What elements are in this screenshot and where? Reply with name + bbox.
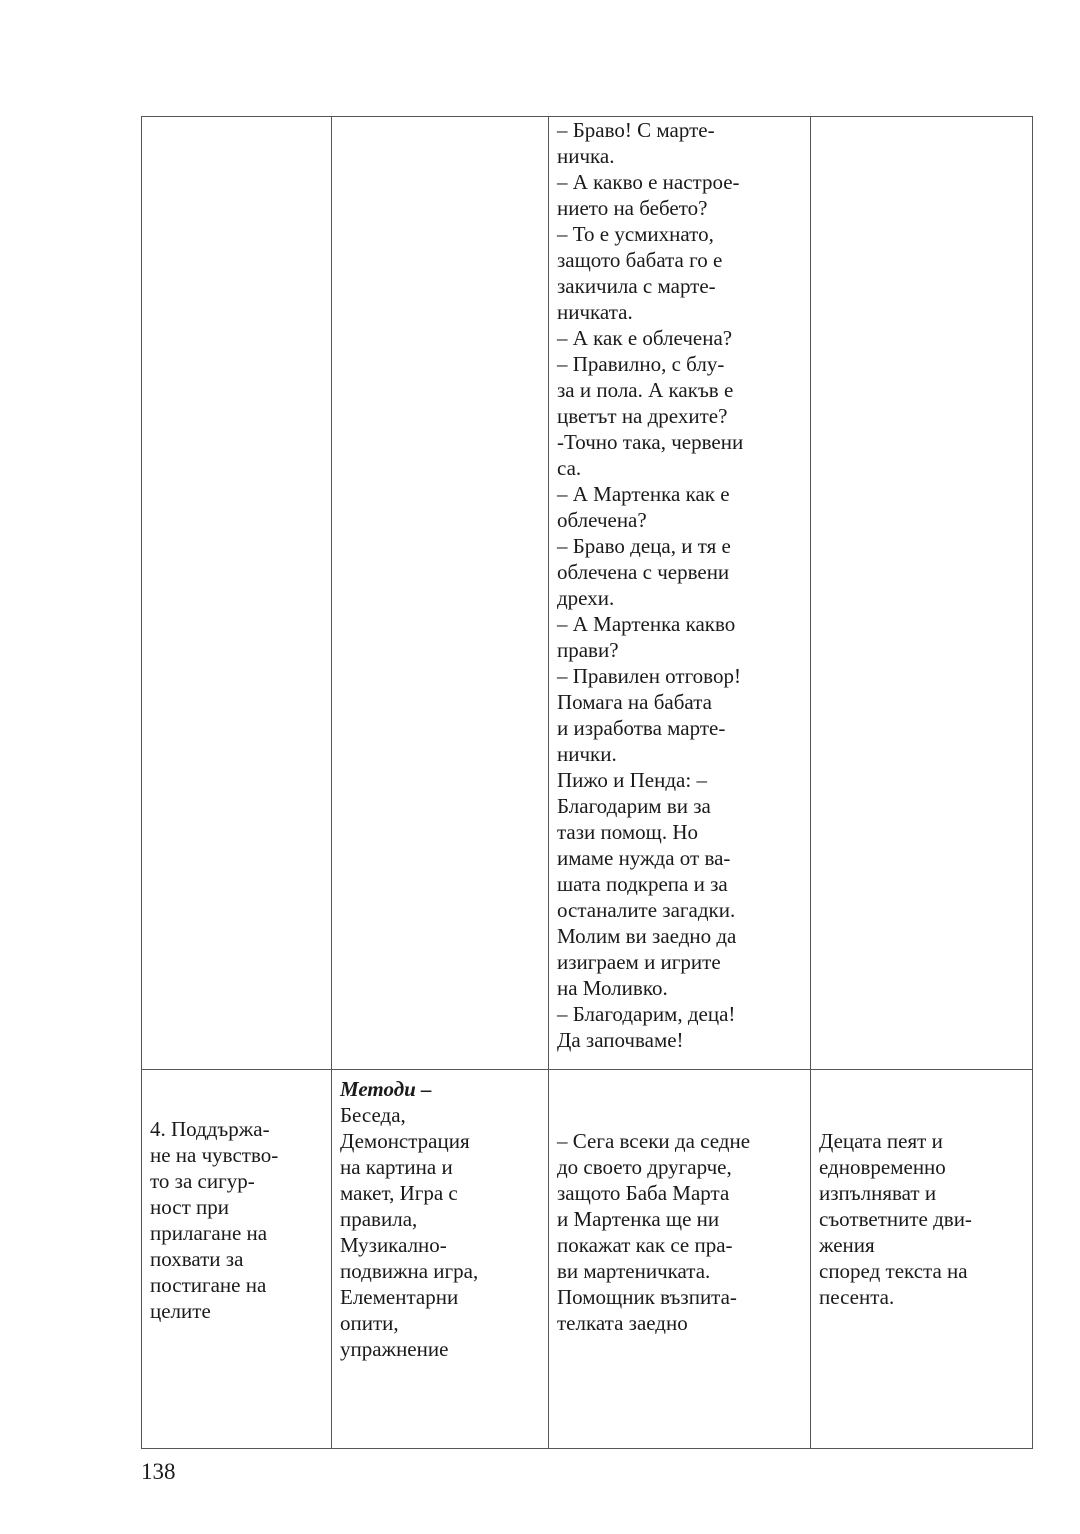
stage-cell-empty: [142, 117, 332, 1070]
outcome-text: Децата пеят и едновременно изпълняват и съответните дви- жения според текста на песента.: [819, 1129, 972, 1309]
dialogue-line: имаме нужда от ва-: [557, 846, 731, 870]
lesson-plan-table: [141, 116, 1033, 1449]
dialogue-line: – Благодарим, деца!: [557, 1002, 736, 1026]
dialogue-line: Молим ви заедно да: [557, 924, 737, 948]
dialogue-line: Помага на бабата: [557, 690, 712, 714]
dialogue-line: закичила с марте-: [557, 274, 716, 298]
activity-text: – Сега всеки да седне до своето другарче, защото Баба Марта и Мартенка ще ни покажат как се пра- ви мартеничката. Помощник възпита- телката заедно: [557, 1129, 751, 1335]
dialogue-cell: [549, 117, 811, 1070]
stage-text: 4. Поддържа- не на чувство- то за сигур- ност при прилагане на похвати за постигане на целите: [150, 1117, 279, 1323]
stage-cell: [142, 1070, 332, 1449]
methods-cell: [332, 1070, 549, 1449]
dialogue-line: – То е усмихнато,: [557, 222, 714, 246]
dialogue-line: Да започваме!: [557, 1028, 684, 1052]
dialogue-line: – А Мартенка какво: [557, 612, 736, 636]
methods-list: Беседа, Демонстрация на картина и макет, Игра с правила, Музикално- подвижна игра, Елементарни опити, упражнение: [340, 1103, 479, 1361]
dialogue-line: -Точно така, червени: [557, 430, 744, 454]
page-number: 138: [141, 1459, 176, 1484]
dialogue-line: цветът на дрехите?: [557, 404, 728, 428]
dialogue-line: прави?: [557, 638, 619, 662]
dialogue-line: – Браво деца, и тя е: [557, 534, 731, 558]
methods-cell-empty: [332, 117, 549, 1070]
dialogue-line: ничка.: [557, 144, 615, 168]
dialogue-line: ничката.: [557, 300, 633, 324]
table-row: [142, 1070, 1033, 1449]
dialogue-line: шата подкрепа и за: [557, 872, 728, 896]
dialogue-line: изиграем и игрите: [557, 950, 721, 974]
dialogue-line: тази помощ. Но: [557, 820, 699, 844]
dialogue-line: Благодарим ви за: [557, 794, 711, 818]
dialogue-line: дрехи.: [557, 586, 615, 610]
dialogue-line: нието на бебето?: [557, 196, 708, 220]
dialogue-line: – А какво е настрое-: [557, 170, 740, 194]
dialogue-line: защото бабата го е: [557, 248, 723, 272]
dialogue-line: – Правилен отговор!: [557, 664, 741, 688]
outcome-cell: [811, 1070, 1033, 1449]
outcome-cell-empty: [811, 117, 1033, 1070]
dialogue-line: нички.: [557, 742, 617, 766]
dialogue-line: останалите загадки.: [557, 898, 736, 922]
dialogue-line: – А Мартенка как е: [557, 482, 730, 506]
dialogue-line: – Правилно, с блу-: [557, 352, 725, 376]
dialogue-line: – Браво! С марте-: [557, 118, 715, 142]
dialogue-line: са.: [557, 456, 582, 480]
dialogue-line: облечена с червени: [557, 560, 730, 584]
dialogue-line: за и пола. А какъв е: [557, 378, 734, 402]
table-row: [142, 117, 1033, 1070]
dialogue-line: и изработва марте-: [557, 716, 726, 740]
dialogue-line: на Моливко.: [557, 976, 668, 1000]
dialogue-line: – А как е облечена?: [557, 326, 733, 350]
activity-cell: [549, 1070, 811, 1449]
dialogue-line: облечена?: [557, 508, 647, 532]
dialogue-line: Пижо и Пенда: –: [557, 768, 707, 792]
methods-heading: Методи –: [340, 1077, 432, 1101]
